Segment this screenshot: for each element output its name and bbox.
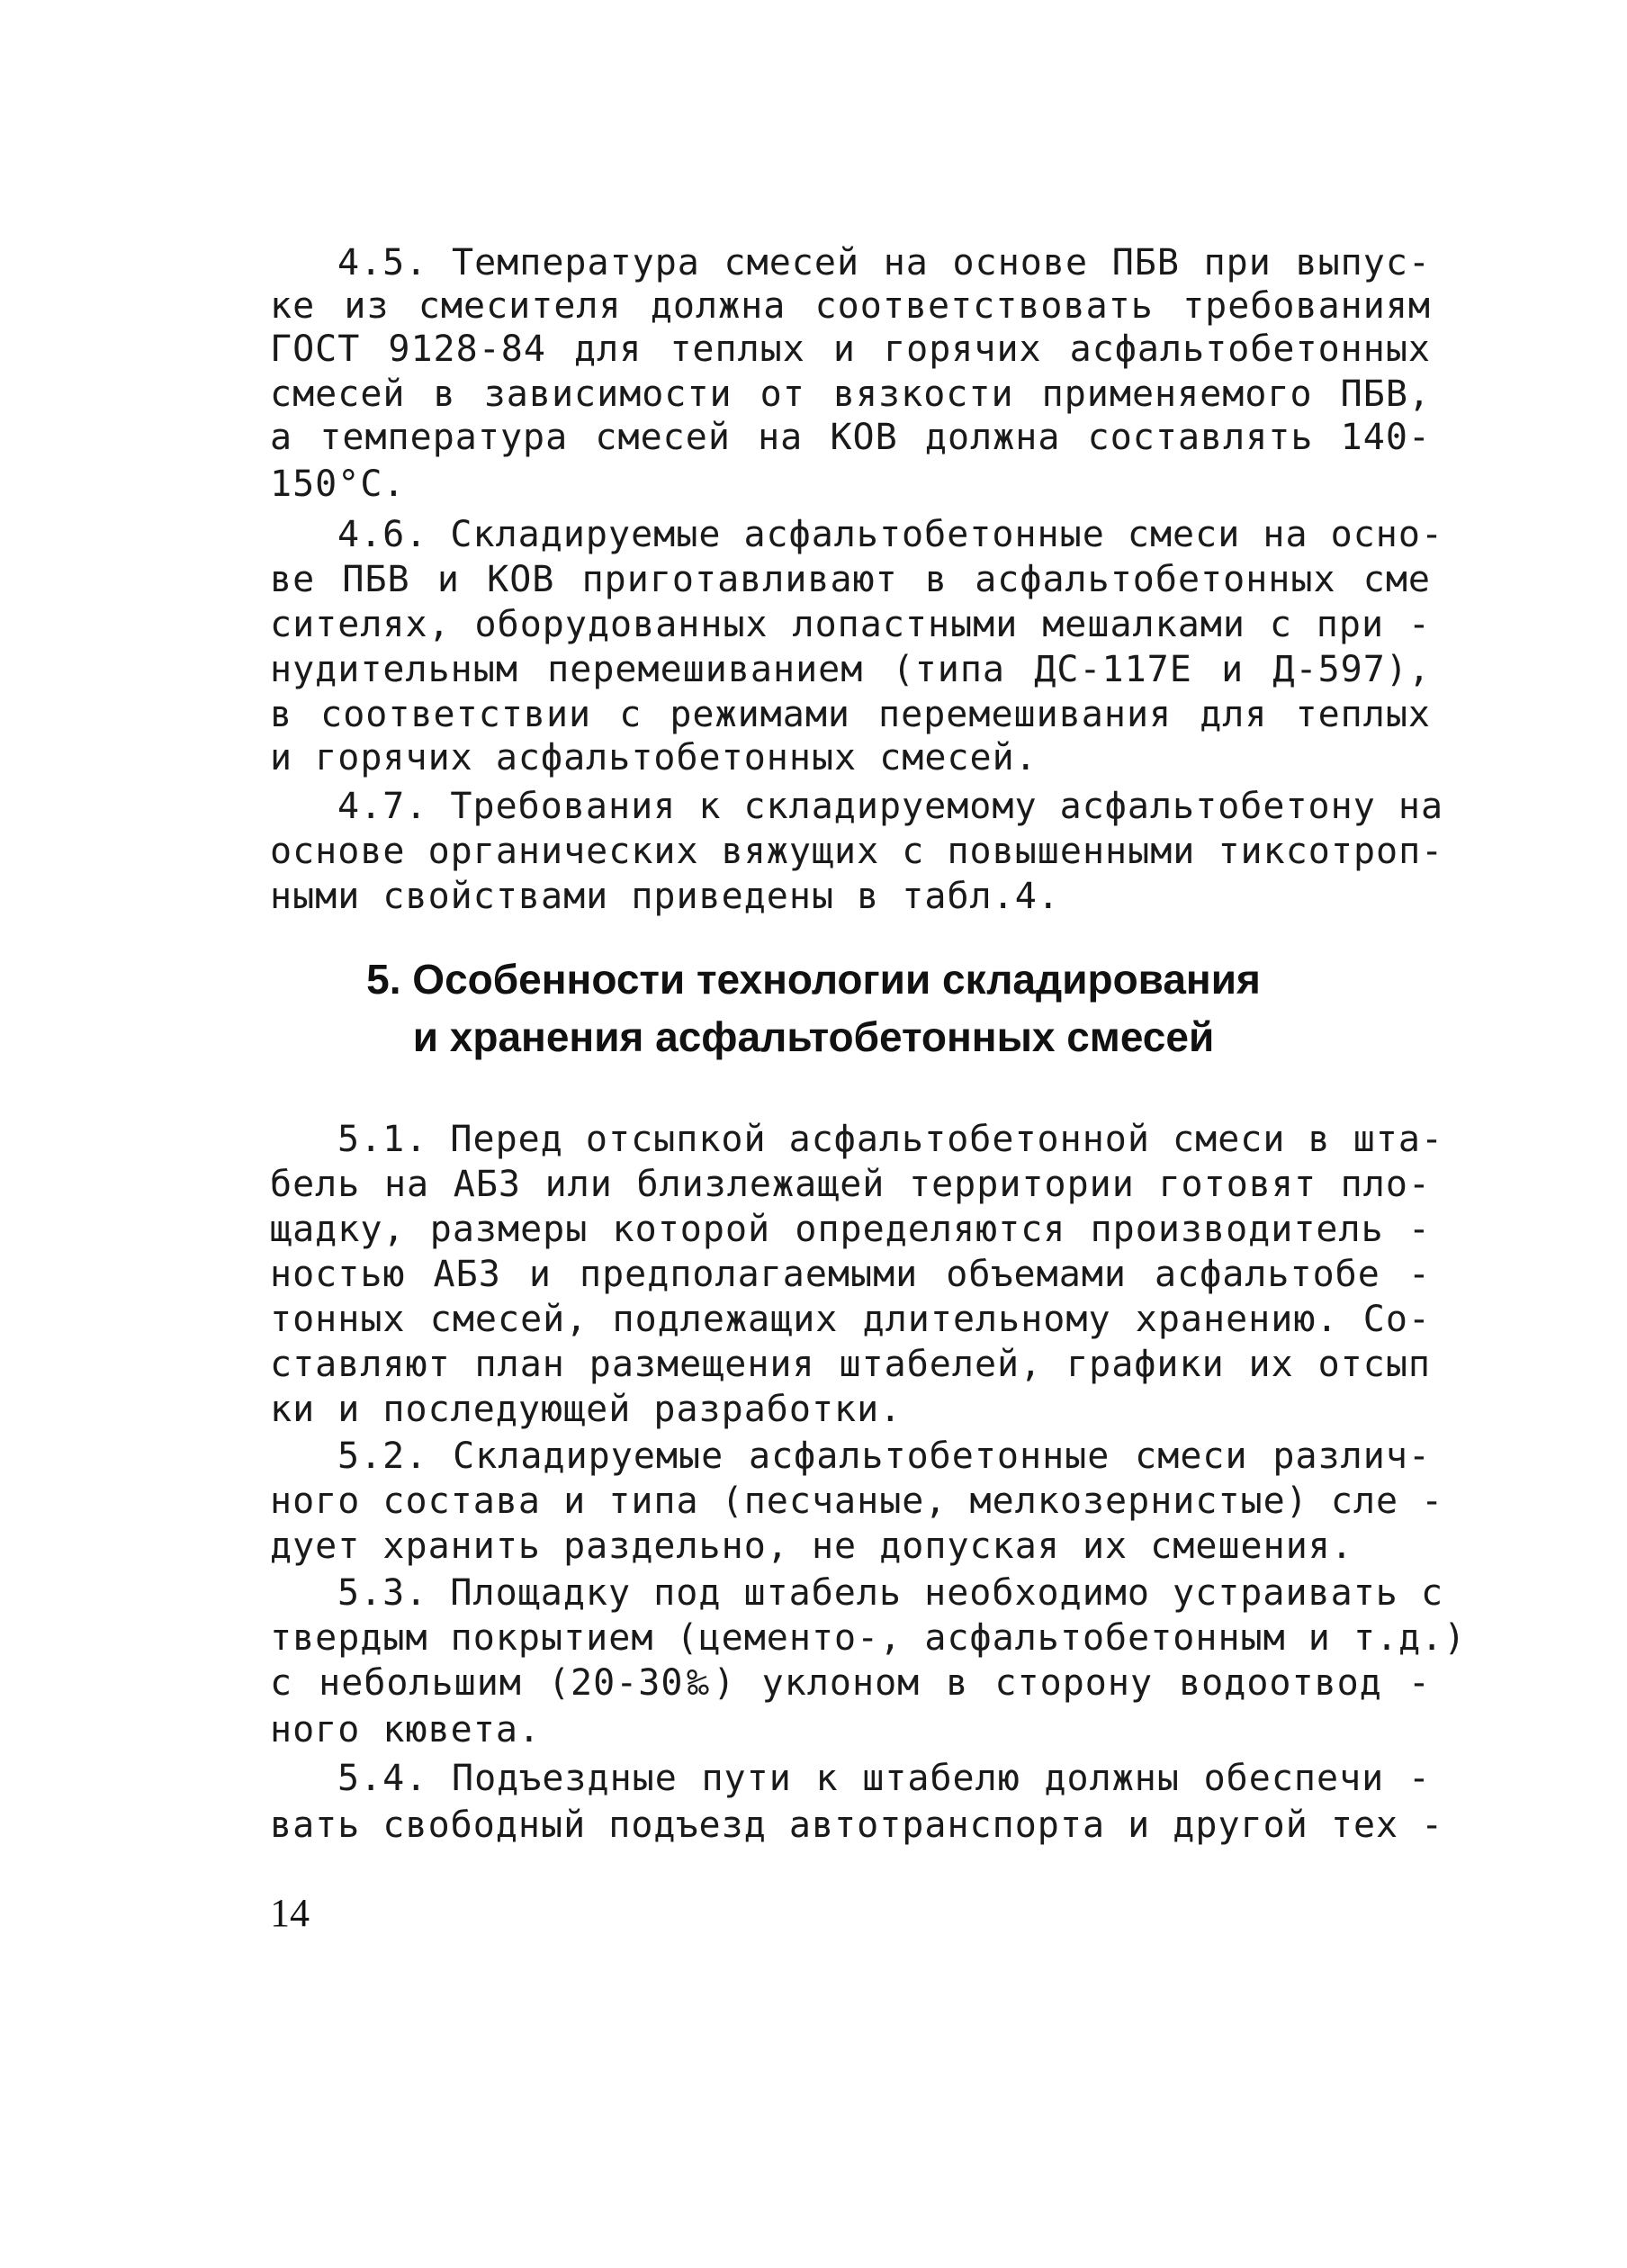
text-line: ного состава и типа (песчаные, мелкозернистые) сле - [270, 1480, 1444, 1522]
text-line: тонных смесей, подлежащих длительному хранению. Со- [270, 1299, 1431, 1340]
text-line: дует хранить раздельно, не допуская их смешения. [270, 1526, 1353, 1567]
text-line: 5.2. Складируемые асфальтобетонные смеси различ- [337, 1436, 1431, 1477]
text-line: ке из смесителя должна соответствовать требованиям [270, 285, 1431, 327]
text-line: ного кювета. [270, 1709, 541, 1750]
text-line: сителях, оборудованных лопастными мешалками с при - [270, 604, 1431, 645]
text-line: 4.6. Складируемые асфальтобетонные смеси на осно- [337, 514, 1444, 555]
text-line: 4.7. Требования к складируемому асфальтобетону на [337, 786, 1444, 827]
text-line: 5.3. Площадку под штабель необходимо устраивать с [337, 1572, 1444, 1614]
page-number: 14 [270, 1891, 310, 1935]
text-line: с небольшим (20-30‰) уклоном в сторону водоотвод - [270, 1662, 1431, 1704]
text-line: вать свободный подъезд автотранспорта и другой тех - [270, 1804, 1444, 1846]
text-line: ки и последующей разработки. [270, 1389, 903, 1430]
text-line: 5.4. Подъездные пути к штабелю должны обеспечи - [337, 1758, 1431, 1799]
text-line: и горячих асфальтобетонных смесей. [270, 737, 1038, 778]
text-line: нудительным перемешиванием (типа ДС-117Е и Д-597), [270, 649, 1431, 690]
text-line: 150°С. [270, 464, 406, 505]
text-line: бель на АБЗ или близлежащей территории готовят пло- [270, 1164, 1431, 1205]
text-line: щадку, размеры которой определяются производитель - [270, 1209, 1431, 1250]
text-line: 4.5. Температура смесей на основе ПБВ при выпус- [337, 242, 1431, 284]
text-line: ными свойствами приведены в табл.4. [270, 876, 1060, 917]
text-line: в соответствии с режимами перемешивания для теплых [270, 694, 1431, 735]
text-line: твердым покрытием (цементо-, асфальтобетонным и т.д.) [270, 1617, 1467, 1659]
text-line: ставляют план размещения штабелей, графики их отсып [270, 1344, 1431, 1385]
text-line: ве ПБВ и КОВ приготавливают в асфальтобетонных сме [270, 559, 1431, 600]
text-line: 5.1. Перед отсыпкой асфальтобетонной смеси в шта- [337, 1119, 1444, 1160]
section-heading-line-2: и хранения асфальтобетонных смесей [412, 1013, 1215, 1060]
text-line: ГОСТ 9128-84 для теплых и горячих асфальтобетонных [270, 328, 1431, 370]
text-line: ностью АБЗ и предполагаемыми объемами асфальтобе - [270, 1254, 1431, 1295]
text-line: смесей в зависимости от вязкости применяемого ПБВ, [270, 374, 1431, 415]
section-heading-line-1: 5. Особенности технологии складирования [366, 956, 1261, 1003]
text-line: основе органических вяжущих с повышенными тиксотроп- [270, 831, 1444, 872]
text-line: а температура смесей на КОВ должна составлять 140- [270, 417, 1431, 458]
